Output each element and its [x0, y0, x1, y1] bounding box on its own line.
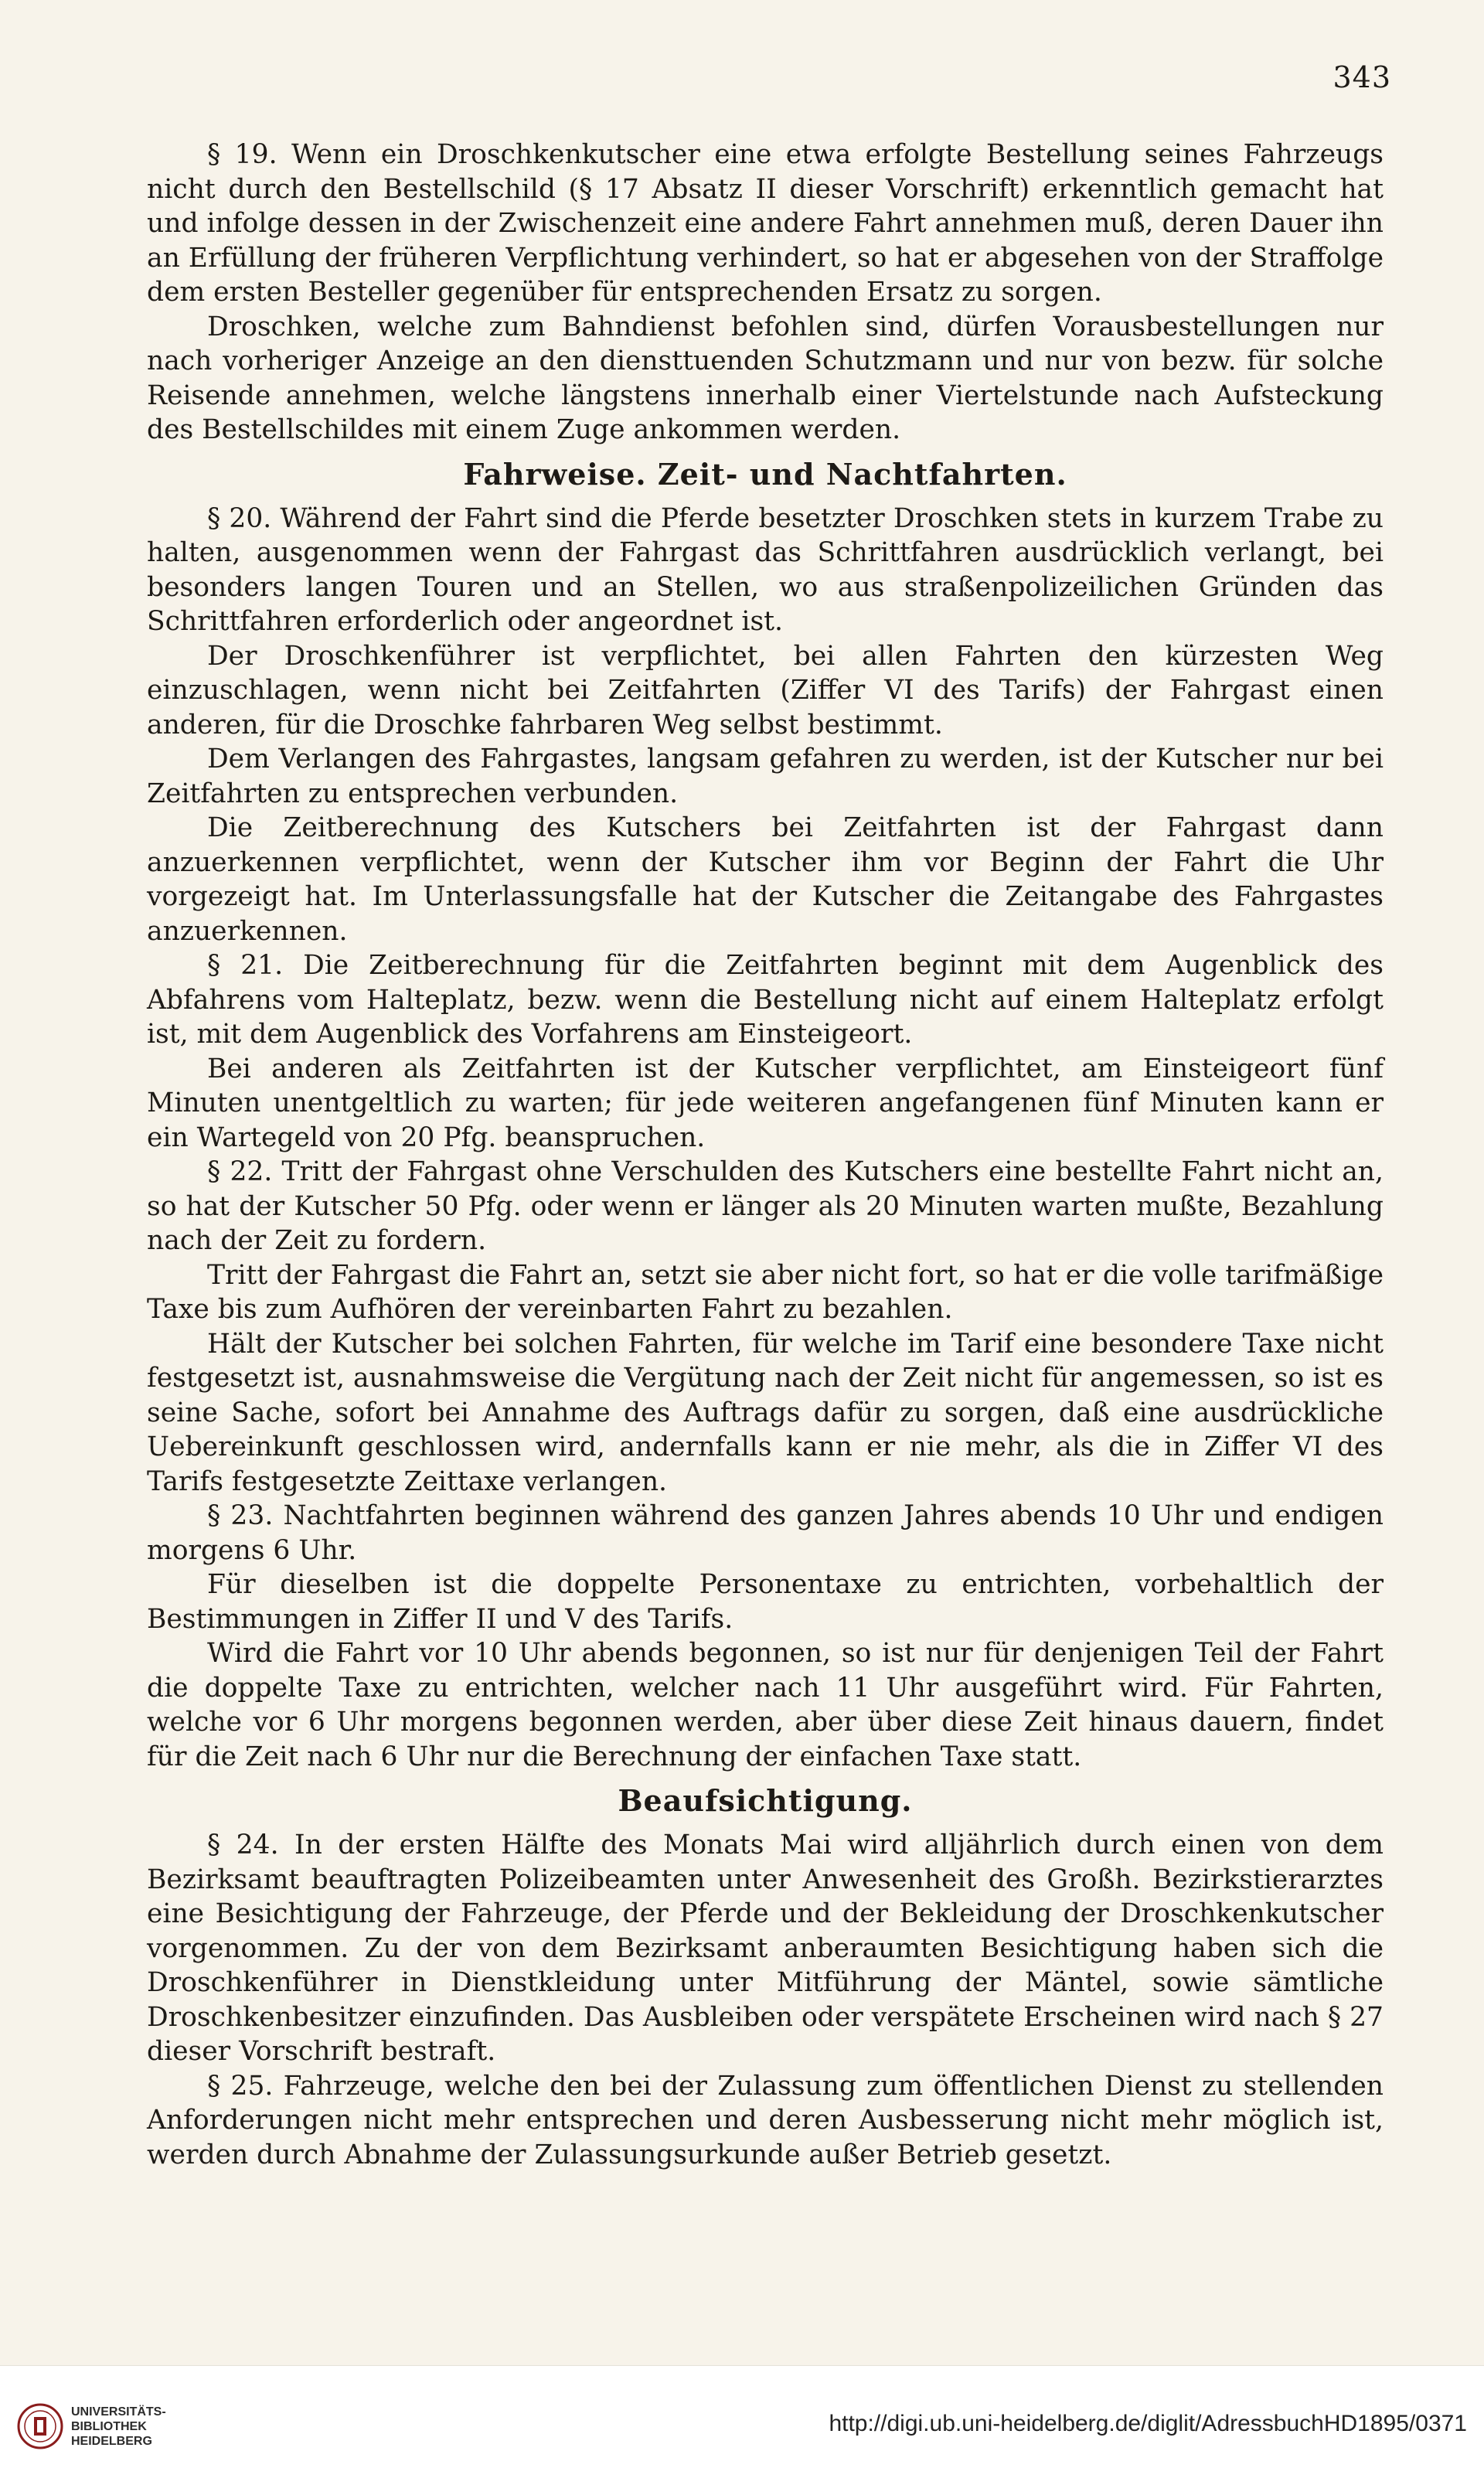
library-logo[interactable] — [17, 2403, 166, 2449]
section-heading-fahrweise: Fahrweise. Zeit- und Nachtfahrten. — [463, 456, 1067, 492]
paragraph-23-personentaxe: Für dieselben ist die doppelte Personentaxe zu entrichten, vorbehaltlich der Bestimmungen in Ziffer II und V des Tarifs. — [147, 1569, 1384, 1635]
paragraph-22-taxe: Hält der Kutscher bei solchen Fahrten, für welche im Tarif eine besondere Taxe nicht festgesetzt ist, ausnahmsweise die Vergütung nach der Zeit nicht für angemessen, so ist es seine Sache, sofort bei Annahme des Auftrags dafür zu sorgen, daß eine ausdrückliche Uebereinkunft geschlossen wird, andernfalls kann er nie mehr, als die in Ziffer VI des Tarifs festgesetzte Zeittaxe verlangen. — [147, 1328, 1384, 1497]
paragraph-22-fortsetzen: Tritt der Fahrgast die Fahrt an, setzt sie aber nicht fort, so hat er die volle tarifmäßige Taxe bis zum Aufhören der vereinbarten Fahrt zu bezahlen. — [147, 1259, 1384, 1325]
paragraph-25: § 25. Fahrzeuge, welche den bei der Zulassung zum öffentlichen Dienst zu stellenden Anforderungen nicht mehr entsprechen und deren Ausbesserung nicht mehr möglich ist, werden durch Abnahme der Zulassungsurkunde außer Betrieb gesetzt. — [147, 2070, 1384, 2170]
library-seal-icon — [17, 2403, 63, 2449]
library-name — [71, 2405, 166, 2449]
section-heading-beaufsichtigung: Beaufsichtigung. — [618, 1783, 913, 1818]
page-number: 343 — [1333, 60, 1391, 94]
library-name-line-2: BIBLIOTHEK — [71, 2419, 147, 2433]
paragraph-21: § 21. Die Zeitberechnung für die Zeitfahrten beginnt mit dem Augenblick des Abfahrens vom Halteplatz, bezw. wenn die Bestellung nicht auf einem Halteplatz erfolgt ist, mit dem Augenblick des Vorfahrens am Einsteigeort. — [147, 950, 1384, 1050]
paragraph-21-warten: Bei anderen als Zeitfahrten ist der Kutscher verpflichtet, am Einsteigeort fünf Minuten unentgeltlich zu warten; für jede weiteren angefangenen fünf Minuten kann er ein Wartegeld von 20 Pfg. beanspruchen. — [147, 1053, 1384, 1153]
paragraph-22: § 22. Tritt der Fahrgast ohne Verschulden des Kutschers eine bestellte Fahrt nicht an, so hat der Kutscher 50 Pfg. oder wenn er länger als 20 Minuten warten mußte, Bezahlung nach der Zeit zu fordern. — [147, 1156, 1384, 1256]
paragraph-23: § 23. Nachtfahrten beginnen während des ganzen Jahres abends 10 Uhr und endigen morgens 6 Uhr. — [147, 1500, 1384, 1566]
library-name-line-1: UNIVERSITÄTS- — [71, 2405, 166, 2419]
paragraph-19-bahndienst: Droschken, welche zum Bahndienst befohlen sind, dürfen Vorausbestellungen nur nach vorheriger Anzeige an den diensttuenden Schutzmann und nur von bezw. für solche Reisende annehmen, welche längstens innerhalb einer Viertelstunde nach Aufsteckung des Bestellschildes mit einem Zuge ankommen werden. — [147, 311, 1384, 445]
footer-bar — [0, 2365, 1484, 2485]
library-name-line-3: HEIDELBERG — [71, 2434, 152, 2448]
paragraph-20-zeitberechnung: Die Zeitberechnung des Kutschers bei Zeitfahrten ist der Fahrgast dann anzuerkennen verpflichtet, wenn der Kutscher ihm vor Beginn der Fahrt die Uhr vorgezeigt hat. Im Unterlassungsfalle hat der Kutscher die Zeitangabe des Fahrgastes anzuerkennen. — [147, 812, 1384, 947]
paragraph-20-langsam: Dem Verlangen des Fahrgastes, langsam gefahren zu werden, ist der Kutscher nur bei Zeitfahrten zu entsprechen verbunden. — [147, 744, 1384, 809]
paragraph-19: § 19. Wenn ein Droschkenkutscher eine etwa erfolgte Bestellung seines Fahrzeugs nicht durch den Bestellschild (§ 17 Absatz II dieser Vorschrift) erkenntlich gemacht hat und infolge dessen in der Zwischenzeit eine andere Fahrt annehmen muß, deren Dauer ihn an Erfüllung der früheren Verpflichtung verhindert, so hat er abgesehen von der Straffolge dem ersten Besteller gegenüber für entsprechenden Ersatz zu sorgen. — [147, 139, 1384, 308]
paragraph-20: § 20. Während der Fahrt sind die Pferde besetzter Droschken stets in kurzem Trabe zu halten, ausgenommen wenn der Fahrgast das Schrittfahren ausdrücklich verlangt, bei besonders langen Touren und an Stellen, wo aus straßenpolizeilichen Gründen das Schrittfahren erforderlich oder angeordnet ist. — [147, 502, 1384, 637]
paragraph-24: § 24. In der ersten Hälfte des Monats Mai wird alljährlich durch einen von dem Bezirksamt beauftragten Polizeibeamten unter Anwesenheit des Großh. Bezirkstierarztes eine Besichtigung der Fahrzeuge, der Pferde und der Bekleidung der Droschkenkutscher vorgenommen. Zu der von dem Bezirksamt anberaumten Besichtigung haben sich die Droschkenführer in Dienstkleidung unter Mitführung der Mäntel, sowie sämtliche Droschkenbesitzer einzufinden. Das Ausbleiben oder verspätete Erscheinen wird nach § 27 dieser Vorschrift bestraft. — [147, 1830, 1384, 2067]
paragraph-23-berechnung: Wird die Fahrt vor 10 Uhr abends begonnen, so ist nur für denjenigen Teil der Fahrt die doppelte Taxe zu entrichten, welcher nach 11 Uhr ausgeführt wird. Für Fahrten, welche vor 6 Uhr morgens begonnen werden, aber über diese Zeit hinaus dauern, findet für die Zeit nach 6 Uhr nur die Berechnung der einfachen Taxe statt. — [147, 1638, 1384, 1772]
document-body — [147, 138, 1384, 2172]
paragraph-20-weg: Der Droschkenführer ist verpflichtet, bei allen Fahrten den kürzesten Weg einzuschlagen, wenn nicht bei Zeitfahrten (Ziffer VI des Tarifs) der Fahrgast einen anderen, für die Droschke fahrbaren Weg selbst bestimmt. — [147, 640, 1384, 740]
source-url-link[interactable]: http://digi.ub.uni-heidelberg.de/diglit/AdressbuchHD1895/0371 — [829, 2411, 1467, 2436]
